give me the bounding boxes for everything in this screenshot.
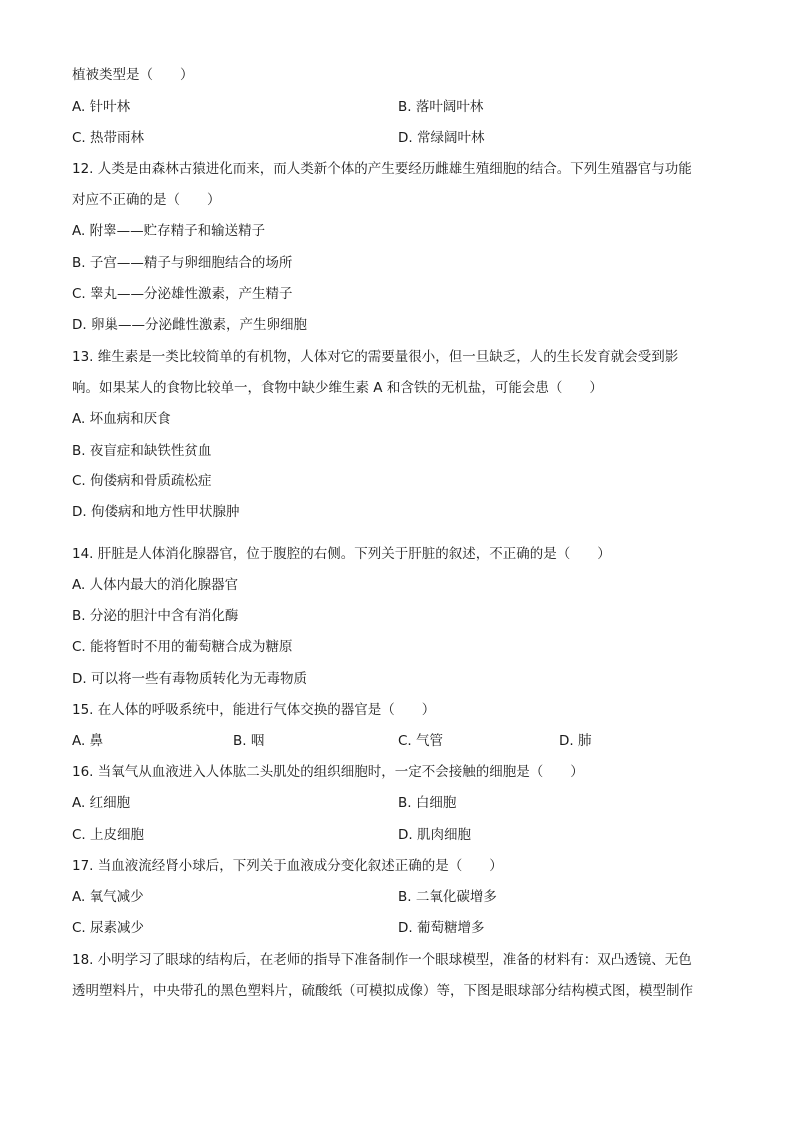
q14-option-a: A. 人体内最大的消化腺器官 [72, 577, 239, 593]
q13-option-b: B. 夜盲症和缺铁性贫血 [72, 443, 212, 459]
q16-stem: 16. 当氧气从血液进入人体肱二头肌处的组织细胞时，一定不会接触的细胞是（ ） [72, 764, 584, 780]
q13-stem-line-1: 13. 维生素是一类比较简单的有机物，人体对它的需要量很小，但一旦缺乏，人的生长发育就会受到影 [72, 349, 679, 365]
q16-option-d: D. 肌肉细胞 [398, 827, 471, 843]
q13-stem-line-2: 响。如果某人的食物比较单一，食物中缺少维生素 A 和含铁的无机盐，可能会患（ ） [72, 380, 603, 396]
q11-option-b: B. 落叶阔叶林 [398, 99, 484, 115]
q14-option-d: D. 可以将一些有毒物质转化为无毒物质 [72, 671, 307, 687]
q12-stem-line-1: 12. 人类是由森林古猿进化而来，而人类新个体的产生要经历雌雄生殖细胞的结合。下列生殖器官与功能 [72, 161, 692, 177]
q17-option-a: A. 氧气减少 [72, 889, 144, 905]
q14-option-b: B. 分泌的胆汁中含有消化酶 [72, 608, 239, 624]
q17-option-b: B. 二氧化碳增多 [398, 889, 497, 905]
q15-option-c: C. 气管 [398, 733, 444, 749]
q14-stem: 14. 肝脏是人体消化腺器官，位于腹腔的右侧。下列关于肝脏的叙述，不正确的是（ ） [72, 546, 611, 562]
q13-option-a: A. 坏血病和厌食 [72, 411, 171, 427]
q12-stem-line-2: 对应不正确的是（ ） [72, 192, 221, 208]
q14-option-c: C. 能将暂时不用的葡萄糖合成为糖原 [72, 639, 293, 655]
q16-option-b: B. 白细胞 [398, 795, 457, 811]
q12-option-a: A. 附睾——贮存精子和输送精子 [72, 223, 266, 239]
q11-option-a: A. 针叶林 [72, 99, 131, 115]
q16-option-c: C. 上皮细胞 [72, 827, 145, 843]
q17-option-c: C. 尿素减少 [72, 920, 145, 936]
q11-option-d: D. 常绿阔叶林 [398, 130, 485, 146]
q15-stem: 15. 在人体的呼吸系统中，能进行气体交换的器官是（ ） [72, 702, 436, 718]
q12-option-c: C. 睾丸——分泌雄性激素，产生精子 [72, 286, 293, 302]
q15-option-d: D. 肺 [559, 733, 592, 749]
q17-option-d: D. 葡萄糖增多 [398, 920, 485, 936]
q11-option-c: C. 热带雨林 [72, 130, 145, 146]
q17-stem: 17. 当血液流经肾小球后，下列关于血液成分变化叙述正确的是（ ） [72, 858, 503, 874]
q16-option-a: A. 红细胞 [72, 795, 131, 811]
q12-option-b: B. 子宫——精子与卵细胞结合的场所 [72, 255, 293, 271]
q15-option-b: B. 咽 [233, 733, 265, 749]
q12-option-d: D. 卵巢——分泌雌性激素，产生卵细胞 [72, 317, 307, 333]
q18-stem-line-1: 18. 小明学习了眼球的结构后，在老师的指导下准备制作一个眼球模型，准备的材料有：双凸透镜、无色 [72, 952, 692, 968]
q13-option-c: C. 佝偻病和骨质疏松症 [72, 473, 212, 489]
q13-option-d: D. 佝偻病和地方性甲状腺肿 [72, 504, 240, 520]
q18-stem-line-2: 透明塑料片，中央带孔的黑色塑料片，硫酸纸（可模拟成像）等，下图是眼球部分结构模式图，模型制作 [72, 983, 693, 999]
q15-option-a: A. 鼻 [72, 733, 104, 749]
question-11-stem-tail: 植被类型是（ ） [72, 67, 194, 83]
